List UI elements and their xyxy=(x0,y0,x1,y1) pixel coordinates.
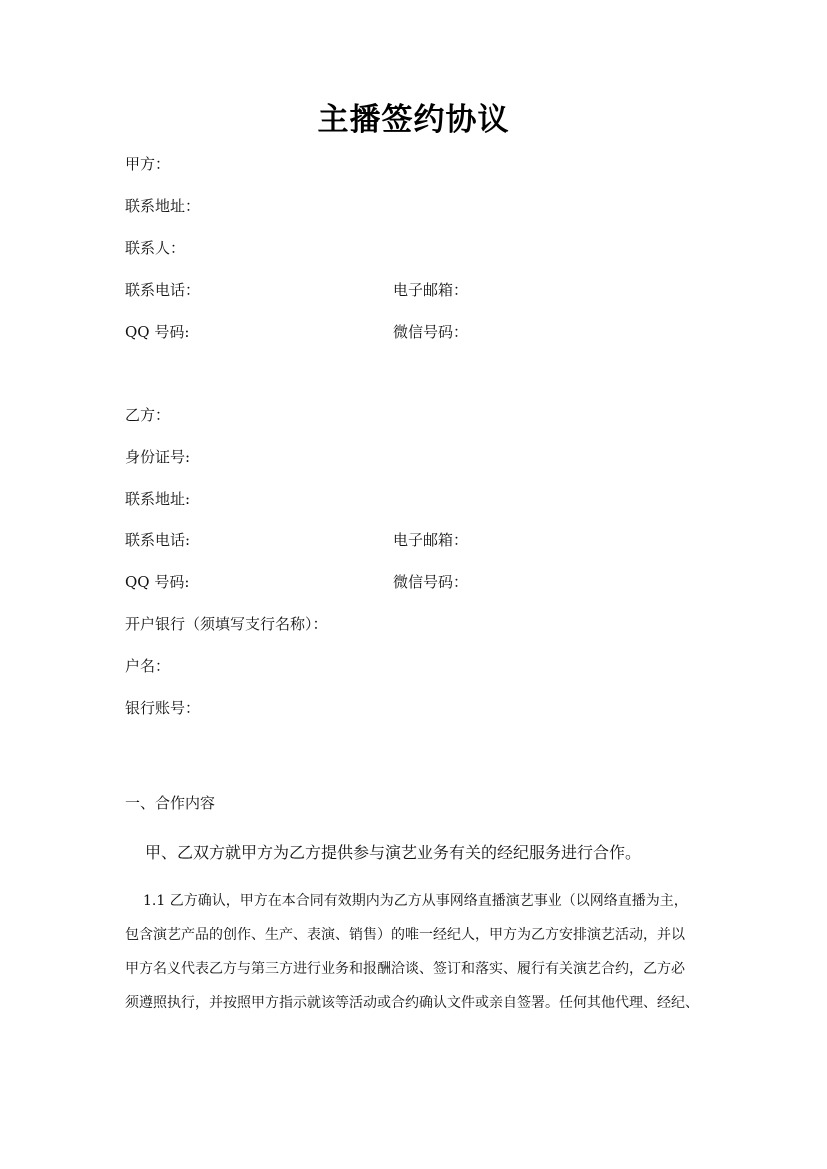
party-b-account-number-label: 银行账号： xyxy=(125,699,201,717)
clause-1-1-line: 1.1 乙方确认，甲方在本合同有效期内为乙方从事网络直播演艺事业（以网络直播为主， xyxy=(143,893,688,909)
party-b-label: 乙方： xyxy=(125,406,171,424)
party-b-email-label: 电子邮箱： xyxy=(393,531,469,549)
section-1-heading: 一、合作内容 xyxy=(125,794,216,812)
document-title: 主播签约协议 xyxy=(317,102,510,138)
party-a-contact-person-label: 联系人： xyxy=(125,239,186,257)
clause-1-1-line: 包含演艺产品的创作、生产、表演、销售）的唯一经纪人，甲方为乙方安排演艺活动，并以 xyxy=(125,927,685,943)
party-a-wechat-label: 微信号码： xyxy=(393,323,469,341)
party-b-phone-label: 联系电话: xyxy=(125,531,191,549)
section-1-intro: 甲、乙双方就甲方为乙方提供参与演艺业务有关的经纪服务进行合作。 xyxy=(145,843,642,862)
party-b-wechat-label: 微信号码： xyxy=(393,573,469,591)
party-b-qq-label: QQ 号码: xyxy=(125,573,190,591)
party-a-email-label: 电子邮箱： xyxy=(393,281,469,299)
party-a-address-label: 联系地址： xyxy=(125,197,201,215)
party-a-label: 甲方： xyxy=(125,155,171,173)
party-b-id-number-label: 身份证号: xyxy=(125,448,191,466)
party-b-account-name-label: 户名： xyxy=(125,657,171,675)
party-b-address-label: 联系地址: xyxy=(125,490,191,508)
clause-1-1-line: 甲方名义代表乙方与第三方进行业务和报酬洽谈、签订和落实、履行有关演艺合约，乙方必 xyxy=(125,961,685,977)
party-b-bank-label: 开户银行（须填写支行名称）： xyxy=(125,615,328,633)
clause-1-1-line: 须遵照执行，并按照甲方指示就该等活动或合约确认文件或亲自签署。任何其他代理、经纪、 xyxy=(125,995,699,1011)
party-a-phone-label: 联系电话： xyxy=(125,281,201,299)
party-a-qq-label: QQ 号码: xyxy=(125,323,190,341)
